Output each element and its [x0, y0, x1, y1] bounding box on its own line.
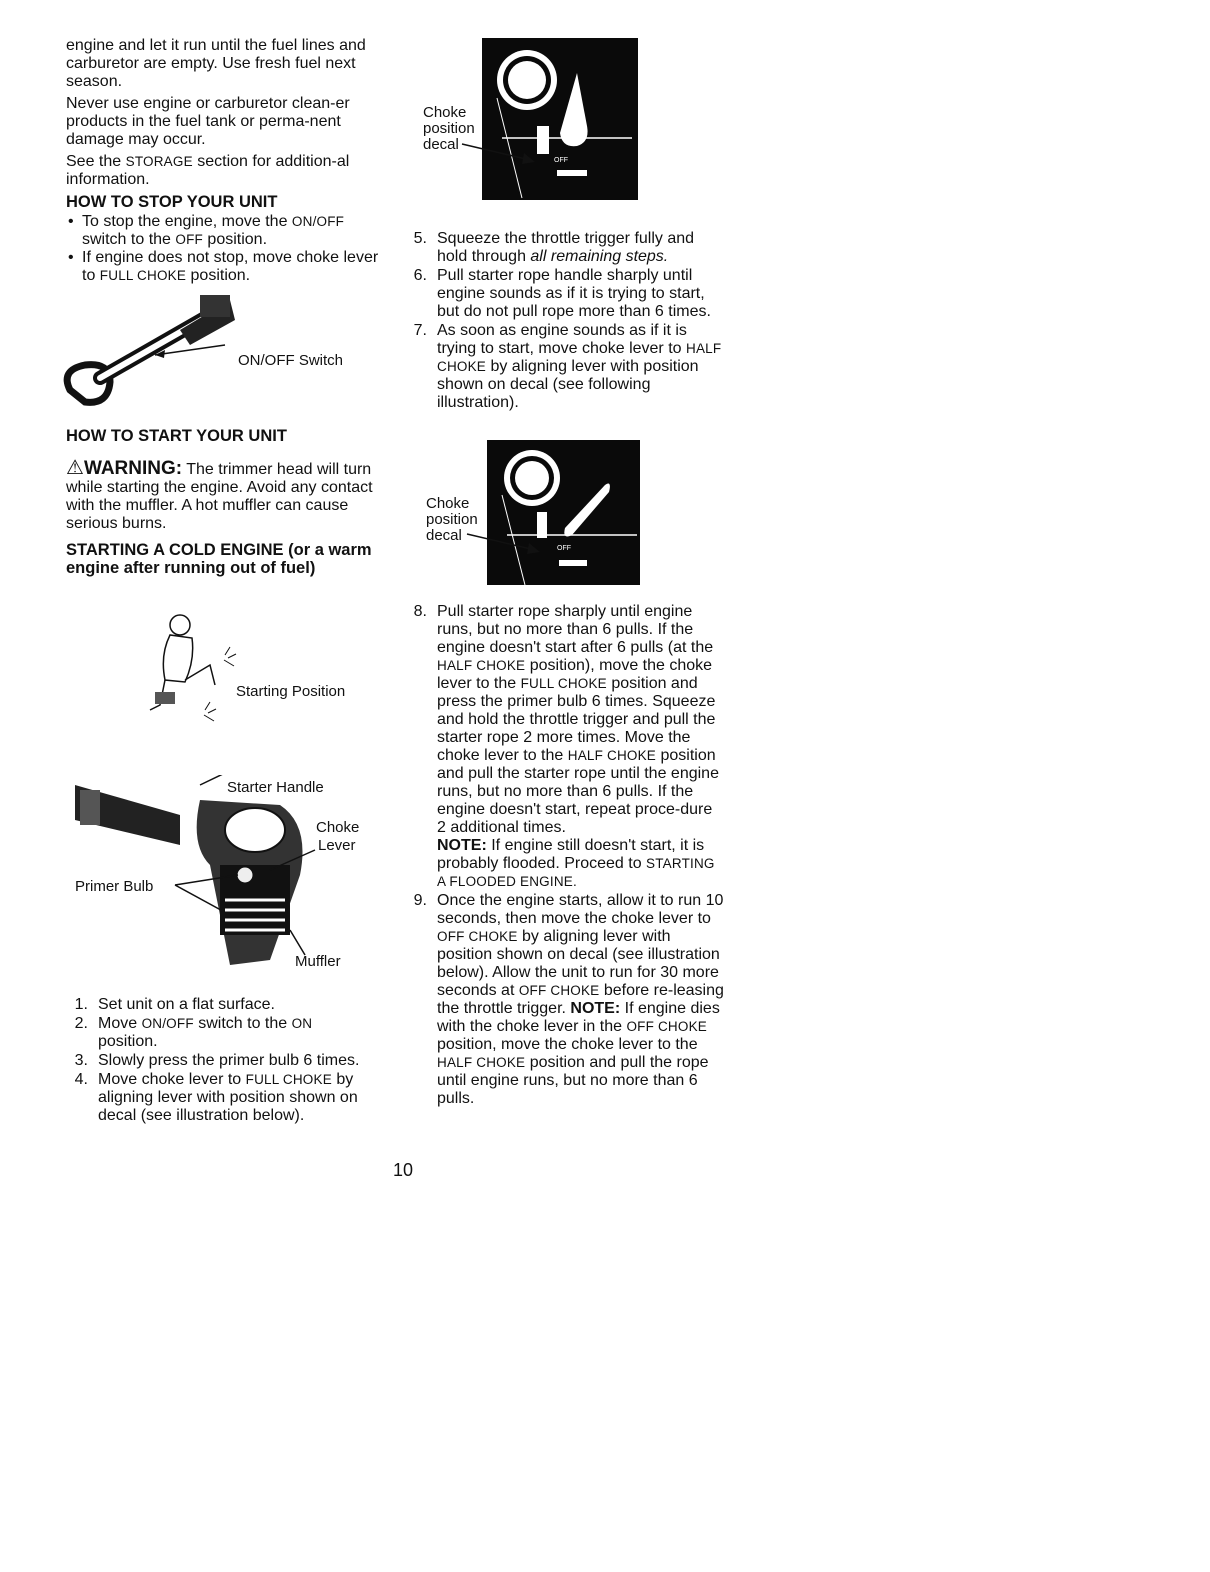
text: by aligning lever with position shown on decal (see illustration below). Allow the unit to run for 30 more seconds at	[437, 928, 720, 999]
paragraph-cleaner-warning: Never use engine or carburetor clean-er products in the fuel tank or perma-nent damage may occur.	[66, 95, 350, 148]
text: Once the engine starts, allow it to run 10 seconds, then move the choke lever to	[437, 892, 724, 927]
text: position.	[98, 1033, 158, 1050]
step-number: 9.	[413, 892, 427, 909]
starting-position-illustration	[130, 610, 240, 730]
text: See the	[66, 153, 126, 170]
decal2-pointer-arrow	[465, 530, 545, 560]
full-choke-ref: FULL CHOKE	[520, 676, 607, 691]
decal-label-choke: Choke	[423, 104, 467, 121]
svg-text:OFF: OFF	[554, 157, 568, 164]
step-9	[405, 892, 725, 1108]
text: Move	[98, 1015, 142, 1032]
decal2-label-decal: decal	[426, 527, 462, 544]
onoff-ref: ON/OFF	[291, 214, 345, 229]
onoff-ref: ON/OFF	[141, 1016, 194, 1031]
heading-start-unit: HOW TO START YOUR UNIT	[66, 427, 287, 445]
step-2	[66, 1015, 376, 1051]
choke-decal-half	[487, 440, 640, 585]
text: The trimmer head will turn while starting the engine. Avoid any contact with the muffler. A hot muffler can cause serious burns.	[66, 461, 373, 532]
step-8	[405, 603, 725, 891]
off-ref: OFF	[175, 232, 203, 247]
text: If engine still doesn't start, it is probably flooded. Proceed to	[437, 837, 705, 872]
text: As soon as engine sounds as if it is trying to start, move choke lever to	[437, 322, 687, 357]
step-7	[405, 322, 725, 412]
starting-position-label: Starting Position	[236, 683, 346, 700]
steps-1-4	[66, 996, 376, 1126]
choke-label: Choke	[316, 819, 360, 836]
text: Pull starter rope sharply until engine runs, but no more than 6 pulls. If the engine doesn't start after 6 pulls (at the	[437, 603, 714, 656]
muffler-label: Muffler	[295, 953, 341, 970]
text: If engine dies with the choke lever in the	[437, 1000, 720, 1035]
text: position and pull the rope until engine runs, but no more than 6 pulls.	[437, 1054, 709, 1107]
step-number: 5.	[413, 230, 427, 247]
off-choke-ref: OFF CHOKE	[626, 1019, 707, 1034]
text: by aligning lever with position shown on decal (see illustration below).	[98, 1071, 358, 1124]
text: Slowly press the primer bulb 6 times.	[98, 1052, 360, 1069]
text: switch to the	[193, 1015, 292, 1032]
step-4	[66, 1071, 376, 1125]
text: Set unit on a flat surface.	[98, 996, 275, 1013]
on-ref: ON	[291, 1016, 313, 1031]
text: Move choke lever to	[98, 1071, 246, 1088]
flooded-engine-ref: STARTING A FLOODED ENGINE.	[437, 856, 715, 889]
decal2-label-position: position	[426, 511, 478, 528]
half-choke-ref: HALF CHOKE	[437, 341, 722, 374]
lever-label: Lever	[318, 837, 356, 854]
primer-bulb-label: Primer Bulb	[75, 878, 154, 895]
text: If engine does not stop, move choke lever to	[82, 249, 379, 284]
step-number: 6.	[413, 267, 427, 284]
text: switch to the	[82, 231, 176, 248]
text: Pull starter rope handle sharply until engine sounds as if it is trying to start, but do not pull rope more than 6 times.	[437, 267, 711, 320]
note-label: NOTE:	[570, 1000, 621, 1017]
stop-bullet-2	[66, 249, 386, 285]
text: position), move the choke lever to the	[437, 657, 713, 692]
text: position.	[202, 231, 268, 248]
heading-stop-unit: HOW TO STOP YOUR UNIT	[66, 193, 278, 211]
paragraph-fuel: engine and let it run until the fuel lines and carburetor are empty. Use fresh fuel next season.	[66, 37, 366, 90]
step-3	[66, 1052, 376, 1070]
note-label: NOTE:	[437, 837, 487, 854]
engine-parts-illustration	[70, 775, 320, 975]
steps-5-7	[405, 230, 725, 413]
text: To stop the engine, move the	[82, 213, 292, 230]
choke-decal-full	[482, 38, 638, 200]
svg-text:OFF: OFF	[557, 545, 571, 552]
step-5	[405, 230, 725, 266]
decal2-label-choke: Choke	[426, 495, 470, 512]
text: before re-leasing the throttle trigger.	[437, 982, 724, 1017]
half-choke-ref: HALF CHOKE	[437, 658, 526, 673]
text: by aligning lever with position shown on decal (see following illustration).	[437, 358, 699, 411]
decal-label-position: position	[423, 120, 475, 137]
text: position, move the choke lever to the	[437, 1036, 698, 1053]
half-choke-ref: HALF CHOKE	[437, 1055, 526, 1070]
decal-pointer-arrow	[460, 140, 540, 170]
storage-ref: STORAGE	[125, 154, 193, 169]
starter-handle-label: Starter Handle	[227, 779, 324, 796]
onoff-switch-illustration	[60, 290, 240, 415]
page-number: 10	[393, 1160, 414, 1180]
warning-paragraph	[66, 459, 386, 533]
off-choke-ref: OFF CHOKE	[518, 983, 600, 998]
stop-bullet-1	[66, 213, 386, 249]
full-choke-ref: FULL CHOKE	[245, 1072, 332, 1087]
text: Squeeze the throttle trigger fully and hold through	[437, 230, 695, 265]
onoff-switch-label: ON/OFF Switch	[238, 352, 344, 369]
start-section	[66, 425, 386, 579]
step-number: 3.	[74, 1052, 88, 1069]
text: position and pull the starter rope until the engine runs, but no more than 6 pulls. If the engine doesn't start, repeat proce-dure 2 additional times.	[437, 747, 719, 836]
step-number: 4.	[74, 1071, 88, 1088]
left-column	[66, 37, 386, 285]
step-6	[405, 267, 725, 321]
paragraph-storage-ref	[66, 153, 386, 189]
half-choke-ref: HALF CHOKE	[567, 748, 657, 763]
step-number: 2.	[74, 1015, 88, 1032]
emphasis: all remaining steps.	[530, 248, 669, 265]
step-1	[66, 996, 376, 1014]
text: position.	[186, 267, 251, 284]
warning-label: WARNING:	[83, 458, 183, 479]
decal-label-decal: decal	[423, 136, 459, 153]
step-number: 1.	[74, 996, 88, 1013]
warning-icon: ⚠	[66, 457, 84, 479]
text: section for addition-al information.	[66, 153, 350, 188]
steps-8-9	[405, 603, 725, 1109]
text: position and press the primer bulb 6 times. Squeeze and hold the throttle trigger and pull the starter rope 2 more times. Move the choke lever to the	[437, 675, 716, 764]
full-choke-ref: FULL CHOKE	[99, 268, 187, 283]
heading-cold-engine: STARTING A COLD ENGINE (or a warm engine after running out of fuel)	[66, 541, 372, 577]
step-number: 8.	[413, 603, 427, 620]
off-choke-ref: OFF CHOKE	[437, 929, 518, 944]
step-number: 7.	[413, 322, 427, 339]
